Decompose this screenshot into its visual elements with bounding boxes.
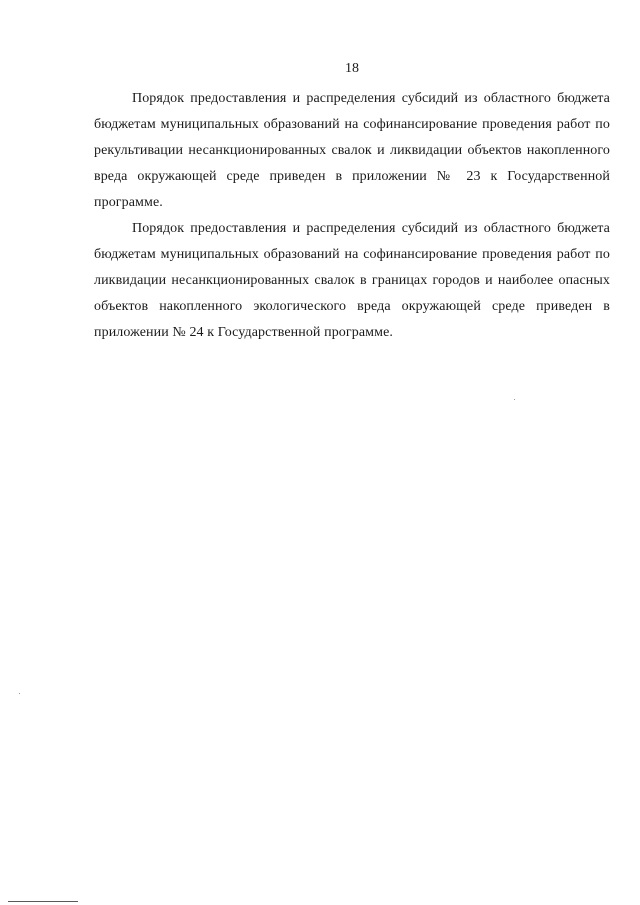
scan-speck: [514, 399, 515, 400]
document-body: [94, 86, 610, 346]
paragraph-subsidy-liquidation: Порядок предоставления и распределения субсидий из областного бюджета бюджетам муниципальных образований на софинансирование проведения работ по ликвидации несанкционированных свалок в границах городов и наиболее опасных объектов накопленного экологического вреда окружающей среде приведен в приложении № 24 к Государственной программе.: [94, 221, 610, 340]
page-number: 18: [345, 61, 359, 76]
scan-speck: [19, 693, 20, 694]
paragraph-subsidy-recultivation: Порядок предоставления и распределения субсидий из областного бюджета бюджетам муниципальных образований на софинансирование проведения работ по рекультивации несанкционированных свалок и ликвидации объектов накопленного вреда окружающей среде приведен в приложении № 23 к Государственной программе.: [94, 91, 610, 210]
footnote-rule: [8, 901, 78, 902]
